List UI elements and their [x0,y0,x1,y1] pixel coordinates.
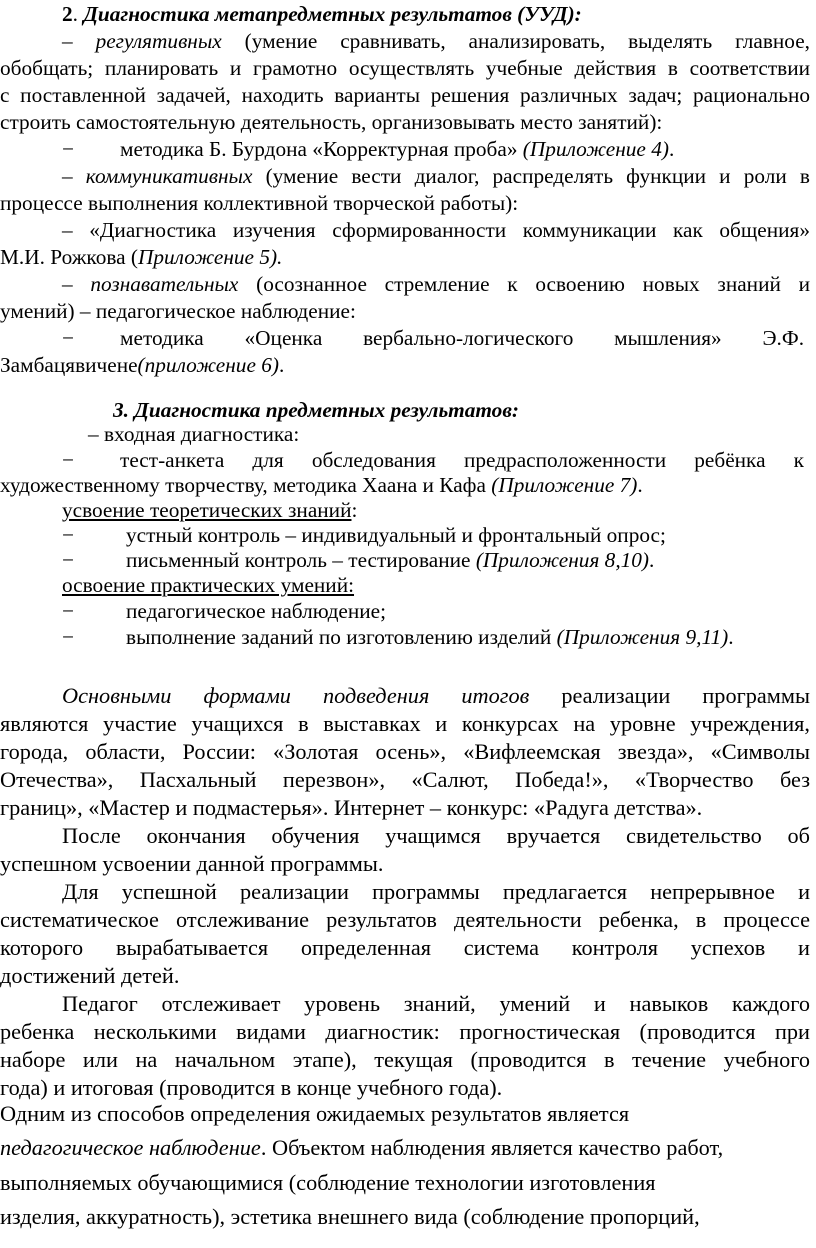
communicative-method-line-1: – «Диагностика изучения сформированности коммуникации как общения» [62,218,810,242]
tracking-para-line-2: систематическое отслеживание результатов деятельности ребенка, в процессе [0,907,810,932]
diagnostics-para-line-3: наборе или на начальном этапе), текущая (проводится в течение учебного [0,1047,810,1072]
bullet: − [62,448,75,472]
forms-para-line-3: города, области, России: «Золотая осень», «Вифлеемская звезда», «Символы [0,739,810,764]
tracking-para-line-4: достижений детей. [0,963,180,988]
communicative-method-line-2: М.И. Рожкова (Приложение 5). [0,245,283,269]
diagnostics-para-line-4: года) и итоговая (проводится в конце учебного года). [0,1075,503,1100]
cognitive-line-1: – познавательных (осознанное стремление к освоению новых знаний и [62,272,810,296]
appendix-ref: Приложение 5). [138,245,283,269]
appendix-ref: (Приложения 9,11) [556,625,729,649]
section-3-heading: 3. Диагностика предметных результатов: [113,398,519,422]
bullet: − [62,625,75,649]
forms-para-line-2: являются участие учащихся в выставках и конкурсах на уровне учреждения, [0,711,810,736]
appendix-ref: (приложение 6) [137,353,279,377]
forms-para-line-5: границ», «Мастер и подмастерья». Интернет – конкурс: «Радуга детства». [0,795,703,820]
term-cognitive: познавательных [90,272,239,296]
observation-para-line-2: педагогическое наблюдение. Объектом наблюдения является качество работ, [0,1135,724,1160]
cognitive-method-line-2: Замбацявичене(приложение 6). [0,353,285,377]
term-regulatory: регулятивных [95,29,222,53]
regulatory-method: − методика Б. Бурдона «Корректурная проба» (Приложение 4). [62,137,675,161]
practice-heading: освоение практических умений: [62,573,355,597]
theory-heading: усвоение теоретических знаний: [62,498,358,522]
appendix-ref: (Приложение 4) [522,137,669,161]
appendix-ref: (Приложения 8,10) [475,548,650,572]
forms-para-line-1: Основными формами подведения итогов реализации программы [62,683,810,708]
entry-diagnostics: – входная диагностика: [88,422,300,446]
appendix-ref: (Приложение 7) [491,473,638,497]
test-line-1: − тест-анкета для обследования предрасположенности ребёнка к [62,448,805,472]
cognitive-line-2: умений) – педагогическое наблюдение: [0,299,356,323]
observation-para-line-1: Одним из способов определения ожидаемых результатов является [0,1101,630,1126]
theory-item-written: − письменный контроль – тестирование (Приложения 8,10). [62,548,655,572]
bullet: − [62,523,75,547]
regulatory-line-3: с поставленной задачей, находить варианты решения различных задач; рационально [0,83,810,107]
observation-para-line-3: выполняемых обучающимися (соблюдение технологии изготовления [0,1170,656,1195]
forms-para-line-4: Отечества», Пасхальный перезвон», «Салют, Победа!», «Творчество без [0,767,810,792]
cognitive-method-line-1: − методика «Оценка вербально-логического мышления» Э.Ф. [62,326,805,350]
observation-para-line-4: изделия, аккуратность), эстетика внешнего вида (соблюдение пропорций, [0,1204,700,1229]
observation-emphasis: педагогическое наблюдение [0,1135,261,1160]
diagnostics-para-line-2: ребенка несколькими видами диагностик: прогностическая (проводится при [0,1019,810,1044]
section-2-heading: 2. Диагностика метапредметных результатов (УУД): [62,2,582,26]
forms-emphasis: Основными формами подведения итогов [62,683,530,708]
communicative-line-1: – коммуникативных (умение вести диалог, распределять функции и роли в [62,164,810,188]
certificate-para-line-2: успешном усвоении данной программы. [0,851,384,876]
practice-item-observation: − педагогическое наблюдение; [62,599,387,623]
section-number: 2 [62,2,73,26]
regulatory-line-2: обобщать; планировать и грамотно осуществлять учебные действия в соответствии [0,56,810,80]
certificate-para-line-1: После окончания обучения учащимся вручается свидетельство об [62,823,810,848]
section-title: Диагностика метапредметных результатов (УУД): [83,2,582,26]
bullet: − [62,599,75,623]
regulatory-line-4: строить самостоятельную деятельность, организовывать место занятий): [0,110,663,134]
bullet: − [62,548,75,572]
bullet: − [62,326,75,350]
communicative-line-2: процессе выполнения коллективной творческой работы): [0,191,519,215]
test-line-2: художественному творчеству, методика Хаана и Кафа (Приложение 7). [0,473,643,497]
bullet: − [62,137,75,161]
term-communicative: коммуникативных [85,164,253,188]
regulatory-line-1: – регулятивных (умение сравнивать, анализировать, выделять главное, [62,29,810,53]
tracking-para-line-3: которого вырабатывается определенная система контроля успехов и [0,935,810,960]
tracking-para-line-1: Для успешной реализации программы предлагается непрерывное и [62,879,810,904]
diagnostics-para-line-1: Педагог отслеживает уровень знаний, умений и навыков каждого [62,991,810,1016]
practice-item-tasks: − выполнение заданий по изготовлению изделий (Приложения 9,11). [62,625,734,649]
theory-item-oral: − устный контроль – индивидуальный и фронтальный опрос; [62,523,666,547]
